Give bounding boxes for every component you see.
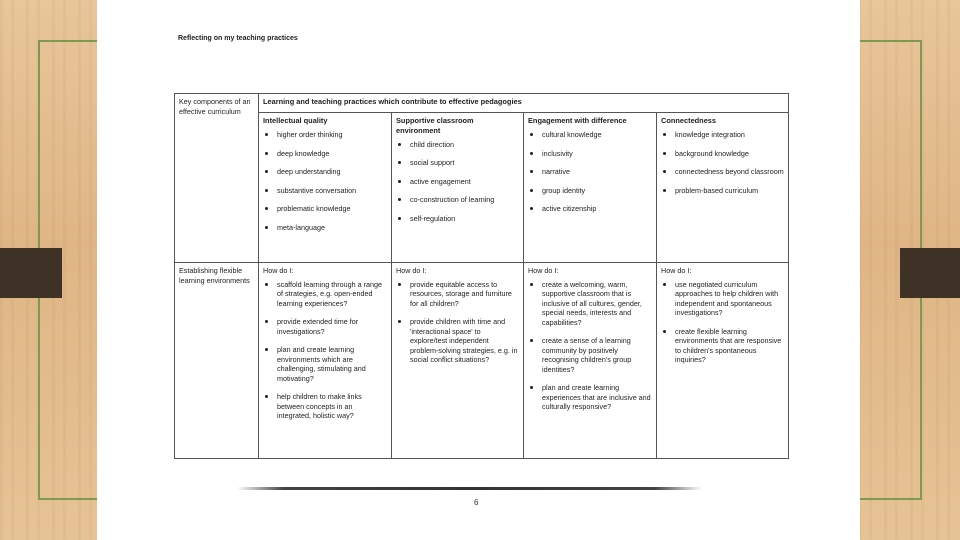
decorative-bar-left [0,248,62,298]
list-item: self-regulation [410,214,519,224]
decorative-bar-right [900,248,960,298]
span-header-cell: Learning and teaching practices which contribute to effective pedagogies [259,94,789,113]
how-label: How do I: [661,266,692,276]
how-label: How do I: [396,266,427,276]
question-list [661,280,784,365]
component-list [263,130,387,232]
how-label: How do I: [263,266,294,276]
corner-header-cell: Key components of an effective curriculum [175,94,259,263]
list-item: problematic knowledge [277,204,387,214]
list-item: provide children with time and 'interactional space' to explore/test independent problem-solving strategies, e.g. in social conflict situations? [410,317,518,365]
list-item: social support [410,158,519,168]
list-item: group identity [542,186,652,196]
how-cell-supportive-classroom [392,263,524,459]
frame-line-bottom-right [860,498,922,500]
list-item: cultural knowledge [542,130,652,140]
list-item: plan and create learning experiences that are inclusive and culturally responsive? [542,383,651,412]
list-item: provide extended time for investigations? [277,317,387,336]
column-heading: Intellectual quality [263,116,328,126]
footer-rule [237,487,702,490]
component-list [528,130,652,214]
list-item: deep understanding [277,167,387,177]
list-item: narrative [542,167,652,177]
column-cell-connectedness [657,113,789,263]
list-item: active engagement [410,177,519,187]
row-label-cell: Establishing flexible learning environments [175,263,259,459]
question-list [528,280,652,412]
column-heading: Engagement with difference [528,116,627,126]
frame-line-top-left [38,40,98,42]
page-number: 6 [474,498,479,507]
list-item: child direction [410,140,519,150]
column-cell-engagement-with-difference [524,113,657,263]
list-item: scaffold learning through a range of strategies, e.g. open-ended learning experiences? [277,280,387,309]
column-cell-intellectual-quality [259,113,392,263]
list-item: knowledge integration [675,130,784,140]
list-item: inclusivity [542,149,652,159]
list-item: meta-language [277,223,387,233]
table-header-row [175,94,789,113]
list-item: create a sense of a learning community by positively recognising children's group identities? [542,336,652,374]
how-cell-intellectual-quality [259,263,392,459]
frame-line-bottom-left [38,498,98,500]
how-cell-engagement-with-difference [524,263,657,459]
document-title: Reflecting on my teaching practices [178,35,298,42]
document-page [97,0,860,540]
list-item: help children to make links between concepts in an integrated, holistic way? [277,392,387,421]
list-item: plan and create learning environments which are challenging, stimulating and motivating? [277,345,387,383]
list-item: co-construction of learning [410,195,519,205]
column-cell-supportive-classroom [392,113,524,263]
table-row-flexible-environments [175,263,789,459]
list-item: background knowledge [675,149,784,159]
frame-line-top-right [860,40,922,42]
question-list [396,280,519,365]
list-item: problem-based curriculum [675,186,784,196]
how-cell-connectedness [657,263,789,459]
question-list [263,280,387,421]
pedagogy-table [174,93,789,459]
column-heading: Supportive classroom environment [396,116,474,135]
list-item: create flexible learning environments that are responsive to children's spontaneous inquiries? [675,327,784,365]
component-list [661,130,784,195]
column-heading: Connectedness [661,116,717,126]
component-list [396,140,519,224]
table-row-components [175,113,789,263]
list-item: provide equitable access to resources, storage and furniture for all children? [410,280,519,309]
list-item: connectedness beyond classroom [675,167,784,176]
list-item: higher order thinking [277,130,387,140]
list-item: create a welcoming, warm, supportive classroom that is inclusive of all cultures, gender, special needs, interests and capabilities? [542,280,652,328]
list-item: deep knowledge [277,149,387,159]
how-label: How do I: [528,266,559,276]
list-item: active citizenship [542,204,652,214]
list-item: use negotiated curriculum approaches to help children with independent and spontaneous investigations? [675,280,784,318]
list-item: substantive conversation [277,186,387,196]
